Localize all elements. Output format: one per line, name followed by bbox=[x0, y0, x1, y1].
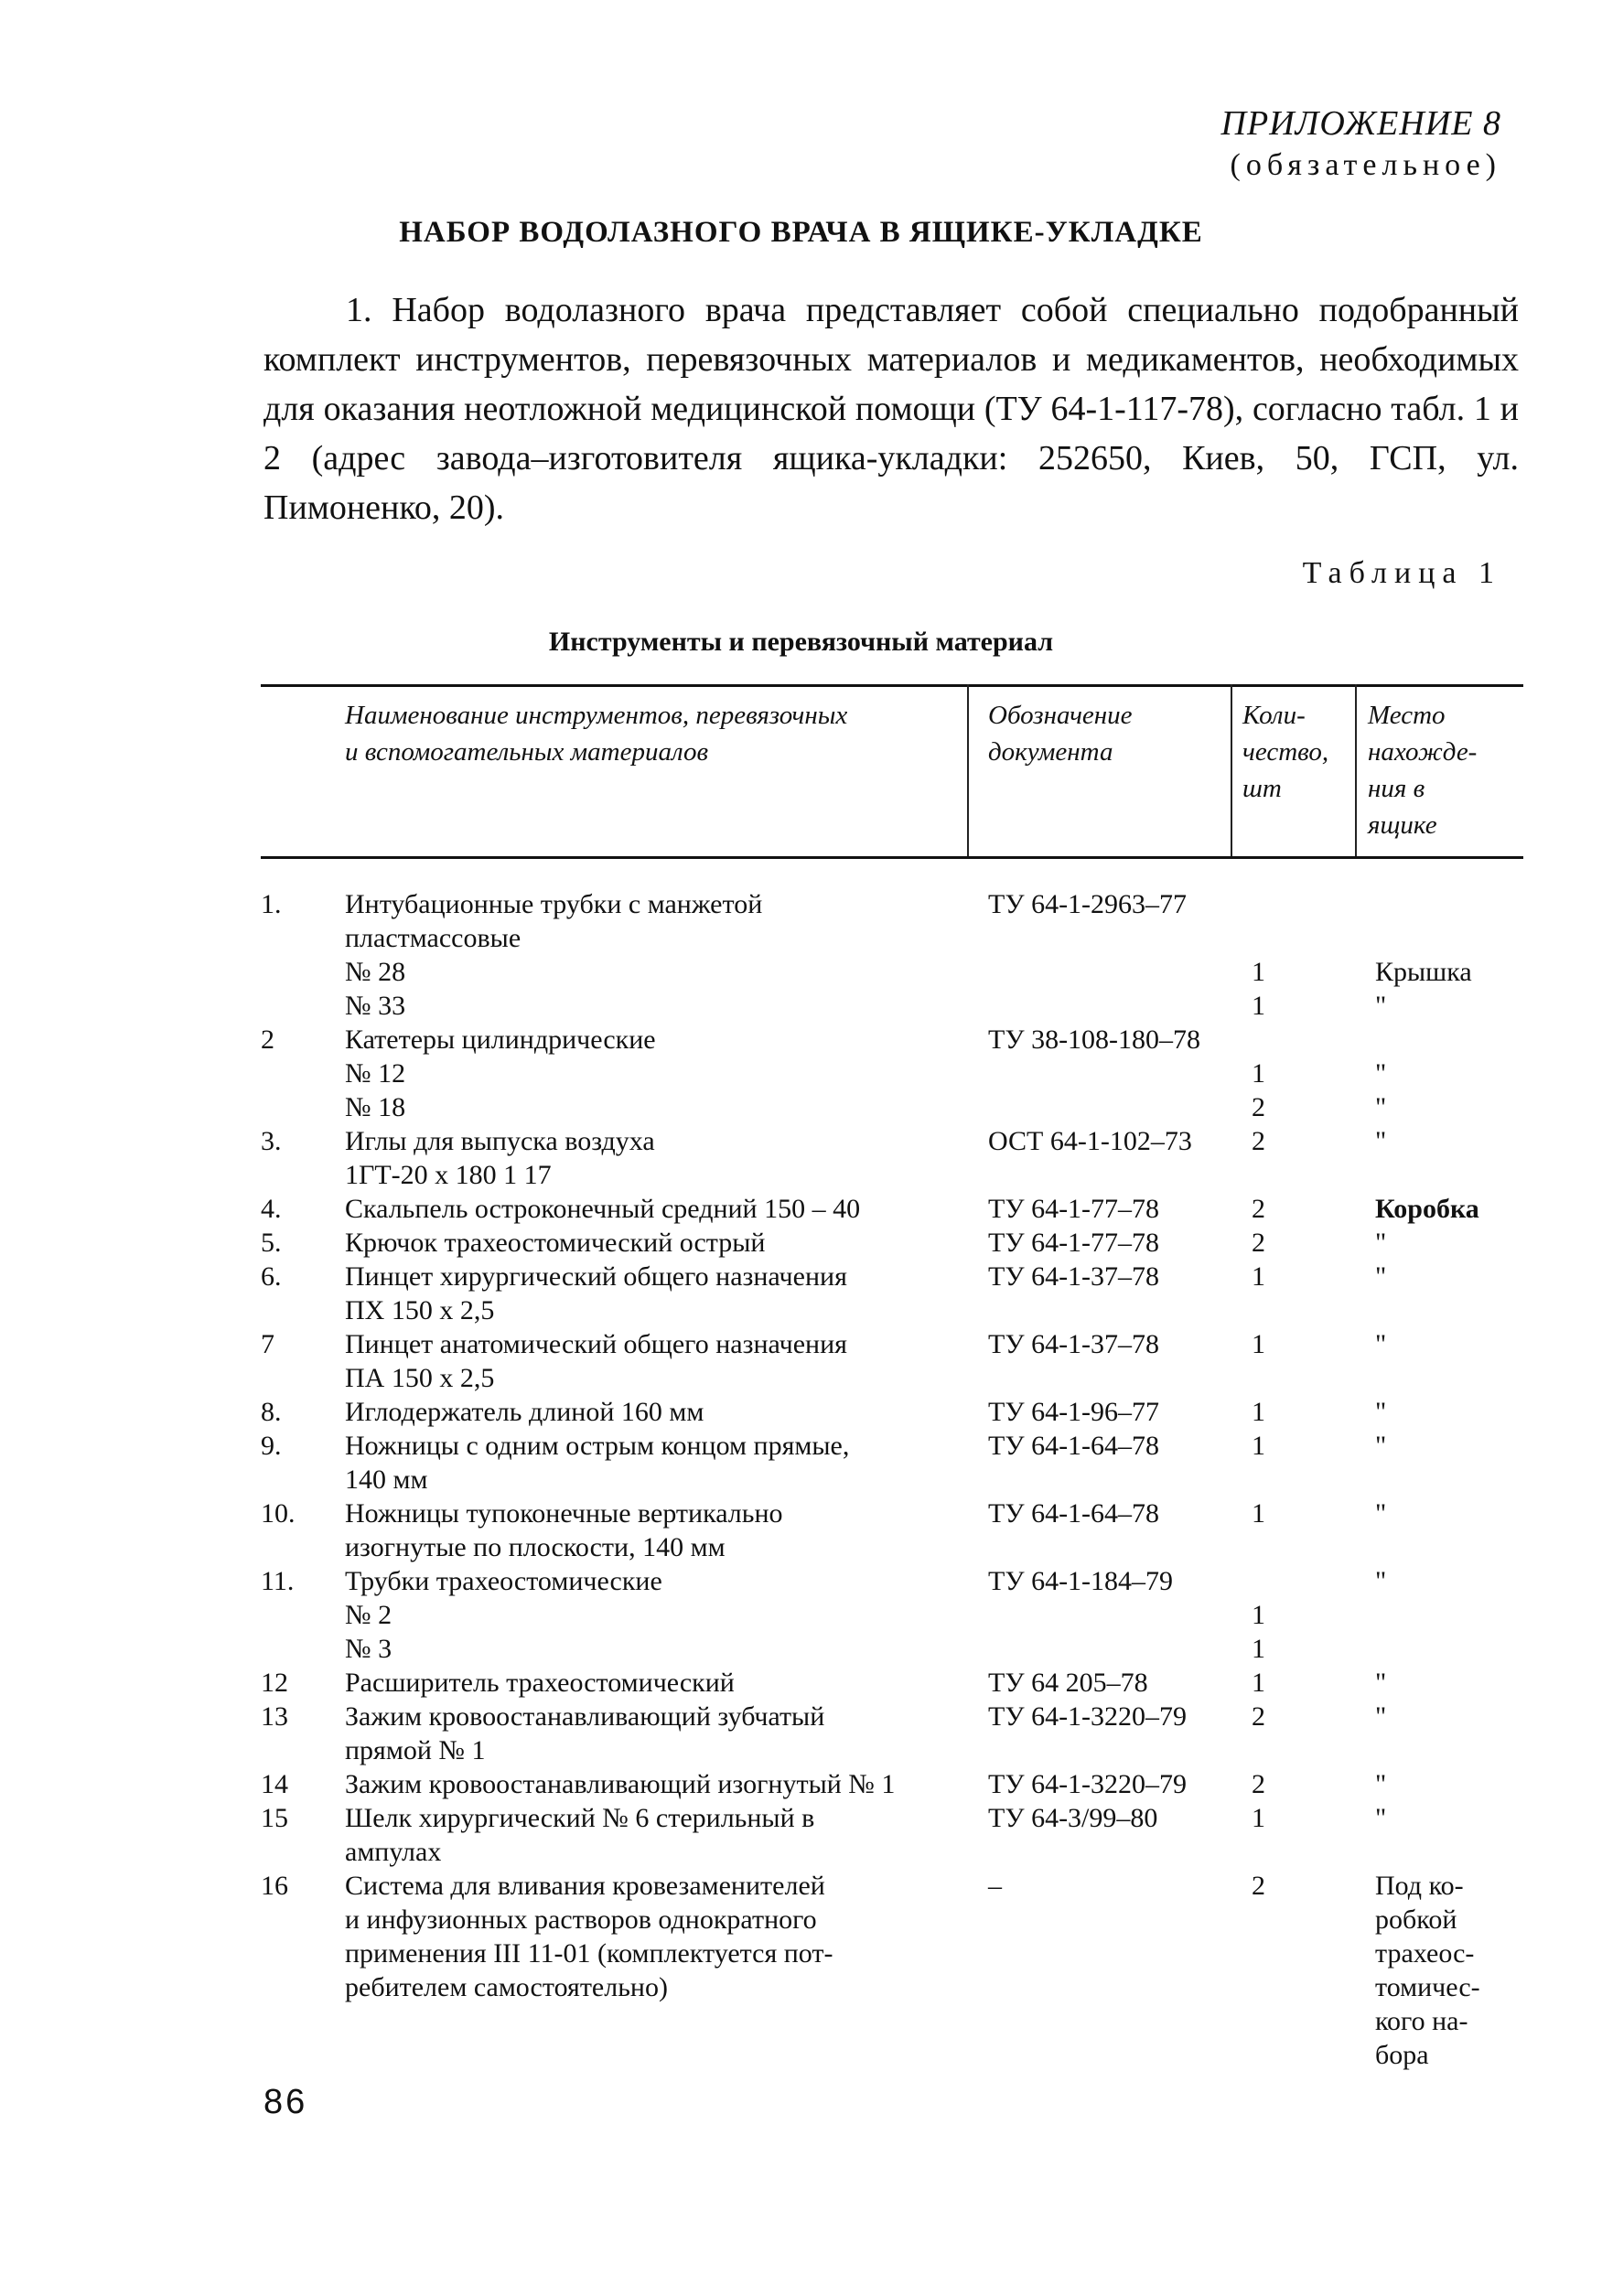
item-name-line: ребителем самостоятельно) bbox=[345, 1972, 668, 2002]
item-quantity-line: 1 bbox=[1252, 1397, 1265, 1427]
item-document-line: ТУ 64-1-37–78 bbox=[988, 1261, 1160, 1292]
item-document bbox=[988, 1192, 1235, 1226]
header-doc bbox=[988, 697, 1226, 770]
item-quantity-line: 2 bbox=[1252, 1871, 1265, 1901]
item-quantity-line: 1 bbox=[1252, 1668, 1265, 1698]
item-quantity-line: 2 bbox=[1252, 1228, 1265, 1258]
item-location-line: трахеос- bbox=[1375, 1938, 1475, 1969]
item-name-line: № 18 bbox=[345, 1092, 406, 1122]
item-document bbox=[988, 1260, 1235, 1293]
item-location bbox=[1375, 1327, 1531, 1395]
row-number: 14 bbox=[261, 1769, 288, 1799]
item-document bbox=[988, 1124, 1235, 1158]
header-doc-line: документа bbox=[988, 737, 1113, 767]
item-name-line: № 28 bbox=[345, 957, 406, 987]
row-number: 9. bbox=[261, 1431, 282, 1461]
item-location-line: " bbox=[1375, 1397, 1387, 1427]
item-name-line: № 3 bbox=[345, 1634, 392, 1664]
header-qty-line: шт bbox=[1242, 774, 1282, 803]
item-quantity-line bbox=[1252, 887, 1306, 921]
item-quantity-line: 1 bbox=[1252, 957, 1265, 987]
item-document bbox=[988, 1327, 1235, 1361]
item-document bbox=[988, 1767, 1235, 1801]
appendix-label bbox=[1221, 102, 1501, 185]
item-name-line: пластмассовые bbox=[345, 923, 521, 953]
item-document bbox=[988, 1564, 1235, 1598]
item-location-line: " bbox=[1375, 1701, 1387, 1732]
row-number: 16 bbox=[261, 1871, 288, 1901]
table-top-rule bbox=[261, 684, 1523, 687]
item-location-line: " bbox=[1375, 1803, 1387, 1833]
item-location-line bbox=[1375, 1632, 1531, 1666]
item-quantity-line bbox=[1252, 1903, 1306, 1937]
item-location bbox=[1375, 1192, 1531, 1226]
header-name-line: Наименование инструментов, перевязочных bbox=[345, 701, 848, 730]
item-quantity-line: 1 bbox=[1252, 1431, 1265, 1461]
item-name-line: 1ГТ-20 х 180 1 17 bbox=[345, 1160, 552, 1190]
item-location-line: " bbox=[1375, 1329, 1387, 1359]
item-document-line: ТУ 64-1-77–78 bbox=[988, 1228, 1160, 1258]
item-location bbox=[1375, 1869, 1531, 2072]
item-name-line: Зажим кровоостанавливающий изогнутый № 1 bbox=[345, 1769, 896, 1799]
item-quantity bbox=[1252, 1497, 1306, 1564]
item-quantity-line bbox=[1252, 1733, 1306, 1767]
item-quantity bbox=[1252, 1700, 1306, 1767]
item-location bbox=[1375, 1023, 1531, 1124]
item-name bbox=[345, 1767, 985, 1801]
item-quantity-line: 1 bbox=[1252, 1058, 1265, 1089]
item-location-line: томичес- bbox=[1375, 1972, 1480, 2002]
item-name bbox=[345, 1226, 985, 1260]
item-location-line bbox=[1375, 1733, 1531, 1767]
item-location bbox=[1375, 1497, 1531, 1564]
item-quantity bbox=[1252, 1192, 1306, 1226]
item-name-line: Интубационные трубки с манжетой bbox=[345, 889, 763, 919]
item-location-line: " bbox=[1375, 1058, 1387, 1089]
row-number: 5. bbox=[261, 1228, 282, 1258]
item-location bbox=[1375, 1666, 1531, 1700]
item-location bbox=[1375, 1124, 1531, 1192]
item-location bbox=[1375, 1767, 1531, 1801]
row-number: 10. bbox=[261, 1498, 296, 1529]
item-document bbox=[988, 1429, 1235, 1463]
item-name bbox=[345, 1395, 985, 1429]
item-name-line: Иглодержатель длиной 160 мм bbox=[345, 1397, 704, 1427]
item-quantity bbox=[1252, 1869, 1306, 2004]
item-document bbox=[988, 1023, 1235, 1057]
item-name-line: ампулах bbox=[345, 1837, 442, 1867]
item-document-line: ТУ 64-1-3220–79 bbox=[988, 1769, 1188, 1799]
item-location-line: " bbox=[1375, 991, 1387, 1021]
item-quantity-line: 2 bbox=[1252, 1701, 1265, 1732]
row-number: 2 bbox=[261, 1025, 274, 1055]
row-number: 6. bbox=[261, 1261, 282, 1292]
item-document-line: ТУ 64-1-96–77 bbox=[988, 1397, 1160, 1427]
item-name-line: 140 мм bbox=[345, 1465, 428, 1495]
item-name-line: применения III 11-01 (комплектуется пот- bbox=[345, 1938, 833, 1969]
item-quantity-line bbox=[1252, 921, 1306, 955]
column-divider bbox=[1355, 684, 1357, 856]
item-location-line bbox=[1375, 1158, 1531, 1192]
item-location-line bbox=[1375, 1361, 1531, 1395]
header-place-line: Место bbox=[1368, 701, 1446, 730]
item-location-line: " bbox=[1375, 1431, 1387, 1461]
item-document-line: ТУ 64 205–78 bbox=[988, 1668, 1148, 1698]
item-location-line: " bbox=[1375, 1566, 1387, 1596]
item-quantity bbox=[1252, 1395, 1306, 1429]
item-quantity bbox=[1252, 1327, 1306, 1395]
item-document bbox=[988, 1226, 1235, 1260]
item-quantity bbox=[1252, 1801, 1306, 1869]
appendix-note: (обязательное) bbox=[1230, 147, 1501, 182]
item-location-line bbox=[1375, 1023, 1531, 1057]
item-quantity-line: 2 bbox=[1252, 1126, 1265, 1156]
item-name-line: Пинцет хирургический общего назначения bbox=[345, 1261, 847, 1292]
item-name bbox=[345, 1023, 985, 1124]
item-quantity-line bbox=[1252, 1530, 1306, 1564]
item-name-line: Скальпель остроконечный средний 150 – 40 bbox=[345, 1194, 861, 1224]
item-name-line: Ножницы с одним острым концом прямые, bbox=[345, 1431, 850, 1461]
item-name bbox=[345, 887, 985, 1023]
header-doc-line: Обозначение bbox=[988, 701, 1133, 730]
item-quantity-line bbox=[1252, 1023, 1306, 1057]
item-quantity-line: 2 bbox=[1252, 1769, 1265, 1799]
item-quantity bbox=[1252, 1666, 1306, 1700]
item-location-line: бора bbox=[1375, 2040, 1429, 2070]
item-name bbox=[345, 1564, 985, 1666]
item-name bbox=[345, 1260, 985, 1327]
item-location-line: кого на- bbox=[1375, 2006, 1468, 2036]
item-location-line: Коробка bbox=[1375, 1194, 1479, 1224]
item-location-line: " bbox=[1375, 1668, 1387, 1698]
table-caption: Инструменты и перевязочный материал bbox=[548, 627, 1054, 657]
item-location-line: " bbox=[1375, 1261, 1387, 1292]
header-name bbox=[345, 697, 958, 770]
item-name bbox=[345, 1124, 985, 1192]
row-number: 8. bbox=[261, 1397, 282, 1427]
item-location-line bbox=[1375, 1293, 1531, 1327]
header-qty-line: Коли- bbox=[1242, 701, 1306, 730]
item-location-line: " bbox=[1375, 1126, 1387, 1156]
item-name-line: Крючок трахеостомический острый bbox=[345, 1228, 766, 1258]
item-quantity bbox=[1252, 1226, 1306, 1260]
item-name bbox=[345, 1497, 985, 1564]
item-name bbox=[345, 1869, 985, 2004]
item-document-line: – bbox=[988, 1871, 1002, 1901]
item-quantity bbox=[1252, 1767, 1306, 1801]
item-location bbox=[1375, 887, 1531, 1023]
item-name-line: ПХ 150 х 2,5 bbox=[345, 1295, 495, 1325]
item-location-line bbox=[1375, 921, 1531, 955]
item-name-line: Шелк хирургический № 6 стерильный в bbox=[345, 1803, 815, 1833]
item-document-line: ТУ 64-1-3220–79 bbox=[988, 1701, 1188, 1732]
row-number: 11. bbox=[261, 1566, 295, 1596]
page-number: 86 bbox=[263, 2083, 308, 2121]
item-name-line: № 33 bbox=[345, 991, 406, 1021]
item-name-line: № 2 bbox=[345, 1600, 392, 1630]
item-document bbox=[988, 887, 1235, 921]
item-quantity-line: 1 bbox=[1252, 1634, 1265, 1664]
row-number: 15 bbox=[261, 1803, 288, 1833]
item-location bbox=[1375, 1700, 1531, 1767]
item-location bbox=[1375, 1564, 1531, 1666]
page-title: НАБОР ВОДОЛАЗНОГО ВРАЧА В ЯЩИКЕ-УКЛАДКЕ bbox=[399, 216, 1203, 249]
item-name-line: Зажим кровоостанавливающий зубчатый bbox=[345, 1701, 825, 1732]
item-quantity-line: 2 bbox=[1252, 1092, 1265, 1122]
item-quantity-line bbox=[1252, 1937, 1306, 1970]
item-name bbox=[345, 1192, 985, 1226]
item-location-line: Крышка bbox=[1375, 957, 1472, 987]
item-quantity-line bbox=[1252, 1463, 1306, 1497]
item-location-line: " bbox=[1375, 1092, 1387, 1122]
item-document bbox=[988, 1395, 1235, 1429]
item-quantity-line: 2 bbox=[1252, 1194, 1265, 1224]
row-number: 12 bbox=[261, 1668, 288, 1698]
item-name-line: прямой № 1 bbox=[345, 1735, 486, 1765]
header-name-line: и вспомогательных материалов bbox=[345, 737, 709, 767]
item-quantity-line bbox=[1252, 1970, 1306, 2004]
header-place-line: нахожде- bbox=[1368, 737, 1478, 767]
table-header-rule bbox=[261, 856, 1523, 859]
item-name bbox=[345, 1801, 985, 1869]
item-quantity bbox=[1252, 1023, 1306, 1124]
item-name-line: № 12 bbox=[345, 1058, 406, 1089]
item-document-line: ТУ 64-1-184–79 bbox=[988, 1566, 1174, 1596]
item-quantity-line bbox=[1252, 1835, 1306, 1869]
item-location-line bbox=[1375, 1835, 1531, 1869]
item-document bbox=[988, 1700, 1235, 1733]
header-qty-line: чество, bbox=[1242, 737, 1329, 767]
column-divider bbox=[1231, 684, 1232, 856]
item-quantity bbox=[1252, 1429, 1306, 1497]
item-location-line bbox=[1375, 1598, 1531, 1632]
row-number: 4. bbox=[261, 1194, 282, 1224]
header-qty bbox=[1242, 697, 1354, 807]
item-name-line: Пинцет анатомический общего назначения bbox=[345, 1329, 847, 1359]
item-document-line: ТУ 64-1-2963–77 bbox=[988, 889, 1188, 919]
item-document-line: ТУ 38-108-180–78 bbox=[988, 1025, 1201, 1055]
item-name-line: Ножницы тупоконечные вертикально bbox=[345, 1498, 783, 1529]
item-location-line: робкой bbox=[1375, 1904, 1457, 1935]
item-location-line bbox=[1375, 1463, 1531, 1497]
item-quantity-line bbox=[1252, 1564, 1306, 1598]
appendix-title: ПРИЛОЖЕНИЕ 8 bbox=[1220, 104, 1501, 143]
item-location bbox=[1375, 1801, 1531, 1869]
item-document-line: ТУ 64-1-64–78 bbox=[988, 1498, 1160, 1529]
header-place bbox=[1368, 697, 1523, 843]
item-location-line: " bbox=[1375, 1769, 1387, 1799]
item-document bbox=[988, 1497, 1235, 1530]
column-divider bbox=[967, 684, 969, 856]
row-number: 1. bbox=[261, 889, 282, 919]
item-location bbox=[1375, 1226, 1531, 1260]
item-quantity-line: 1 bbox=[1252, 991, 1265, 1021]
item-quantity bbox=[1252, 1260, 1306, 1327]
item-name bbox=[345, 1700, 985, 1767]
item-location bbox=[1375, 1395, 1531, 1429]
item-name-line: Иглы для выпуска воздуха bbox=[345, 1126, 655, 1156]
item-location-line: " bbox=[1375, 1498, 1387, 1529]
item-document bbox=[988, 1869, 1235, 1903]
row-number: 3. bbox=[261, 1126, 282, 1156]
item-name-line: и инфузионных растворов однократного bbox=[345, 1904, 817, 1935]
item-document-line: ТУ 64-1-77–78 bbox=[988, 1194, 1160, 1224]
item-quantity-line bbox=[1252, 1158, 1306, 1192]
item-document-line: ТУ 64-3/99–80 bbox=[988, 1803, 1158, 1833]
header-place-line: ящике bbox=[1368, 810, 1437, 840]
intro-paragraph: 1. Набор водолазного врача представляет собой специально подобранный комплект инструментов, перевязочных материалов и медикаментов, необходимых для оказания неотложной медицинской помощи (ТУ 64-1-117-78), согласно табл. 1 и 2 (адрес завода–изготовителя ящика-укладки: 252650, Киев, 50, ГСП, ул. Пимоненко, 20). bbox=[263, 291, 1519, 527]
item-quantity-line bbox=[1252, 1293, 1306, 1327]
item-name-line: Катетеры цилиндрические bbox=[345, 1025, 656, 1055]
item-name-line: Система для вливания кровезаменителей bbox=[345, 1871, 825, 1901]
item-location bbox=[1375, 1260, 1531, 1327]
item-name-line: изогнутые по плоскости, 140 мм bbox=[345, 1532, 726, 1562]
item-location-line bbox=[1375, 1530, 1531, 1564]
item-quantity-line bbox=[1252, 1361, 1306, 1395]
item-name-line: Трубки трахеостомические bbox=[345, 1566, 662, 1596]
item-name bbox=[345, 1327, 985, 1395]
item-quantity-line: 1 bbox=[1252, 1600, 1265, 1630]
item-document bbox=[988, 1801, 1235, 1835]
item-quantity bbox=[1252, 887, 1306, 1023]
item-name bbox=[345, 1429, 985, 1497]
item-document-line: ОСТ 64-1-102–73 bbox=[988, 1126, 1192, 1156]
item-quantity bbox=[1252, 1564, 1306, 1666]
row-number: 13 bbox=[261, 1701, 288, 1732]
item-document-line: ТУ 64-1-37–78 bbox=[988, 1329, 1160, 1359]
item-location bbox=[1375, 1429, 1531, 1497]
item-quantity-line: 1 bbox=[1252, 1329, 1265, 1359]
table-label: Таблица 1 bbox=[1302, 556, 1501, 590]
item-document-line: ТУ 64-1-64–78 bbox=[988, 1431, 1160, 1461]
item-name bbox=[345, 1666, 985, 1700]
item-name-line: Расширитель трахеостомический bbox=[345, 1668, 735, 1698]
item-document bbox=[988, 1666, 1235, 1700]
item-name-line: ПА 150 х 2,5 bbox=[345, 1363, 495, 1393]
item-quantity-line: 1 bbox=[1252, 1803, 1265, 1833]
header-place-line: ния в bbox=[1368, 774, 1425, 803]
item-quantity-line: 1 bbox=[1252, 1498, 1265, 1529]
item-location-line: " bbox=[1375, 1228, 1387, 1258]
item-location-line: Под ко- bbox=[1375, 1871, 1464, 1901]
item-location-line bbox=[1375, 887, 1531, 921]
row-number: 7 bbox=[261, 1329, 274, 1359]
item-quantity-line: 1 bbox=[1252, 1261, 1265, 1292]
item-quantity bbox=[1252, 1124, 1306, 1192]
